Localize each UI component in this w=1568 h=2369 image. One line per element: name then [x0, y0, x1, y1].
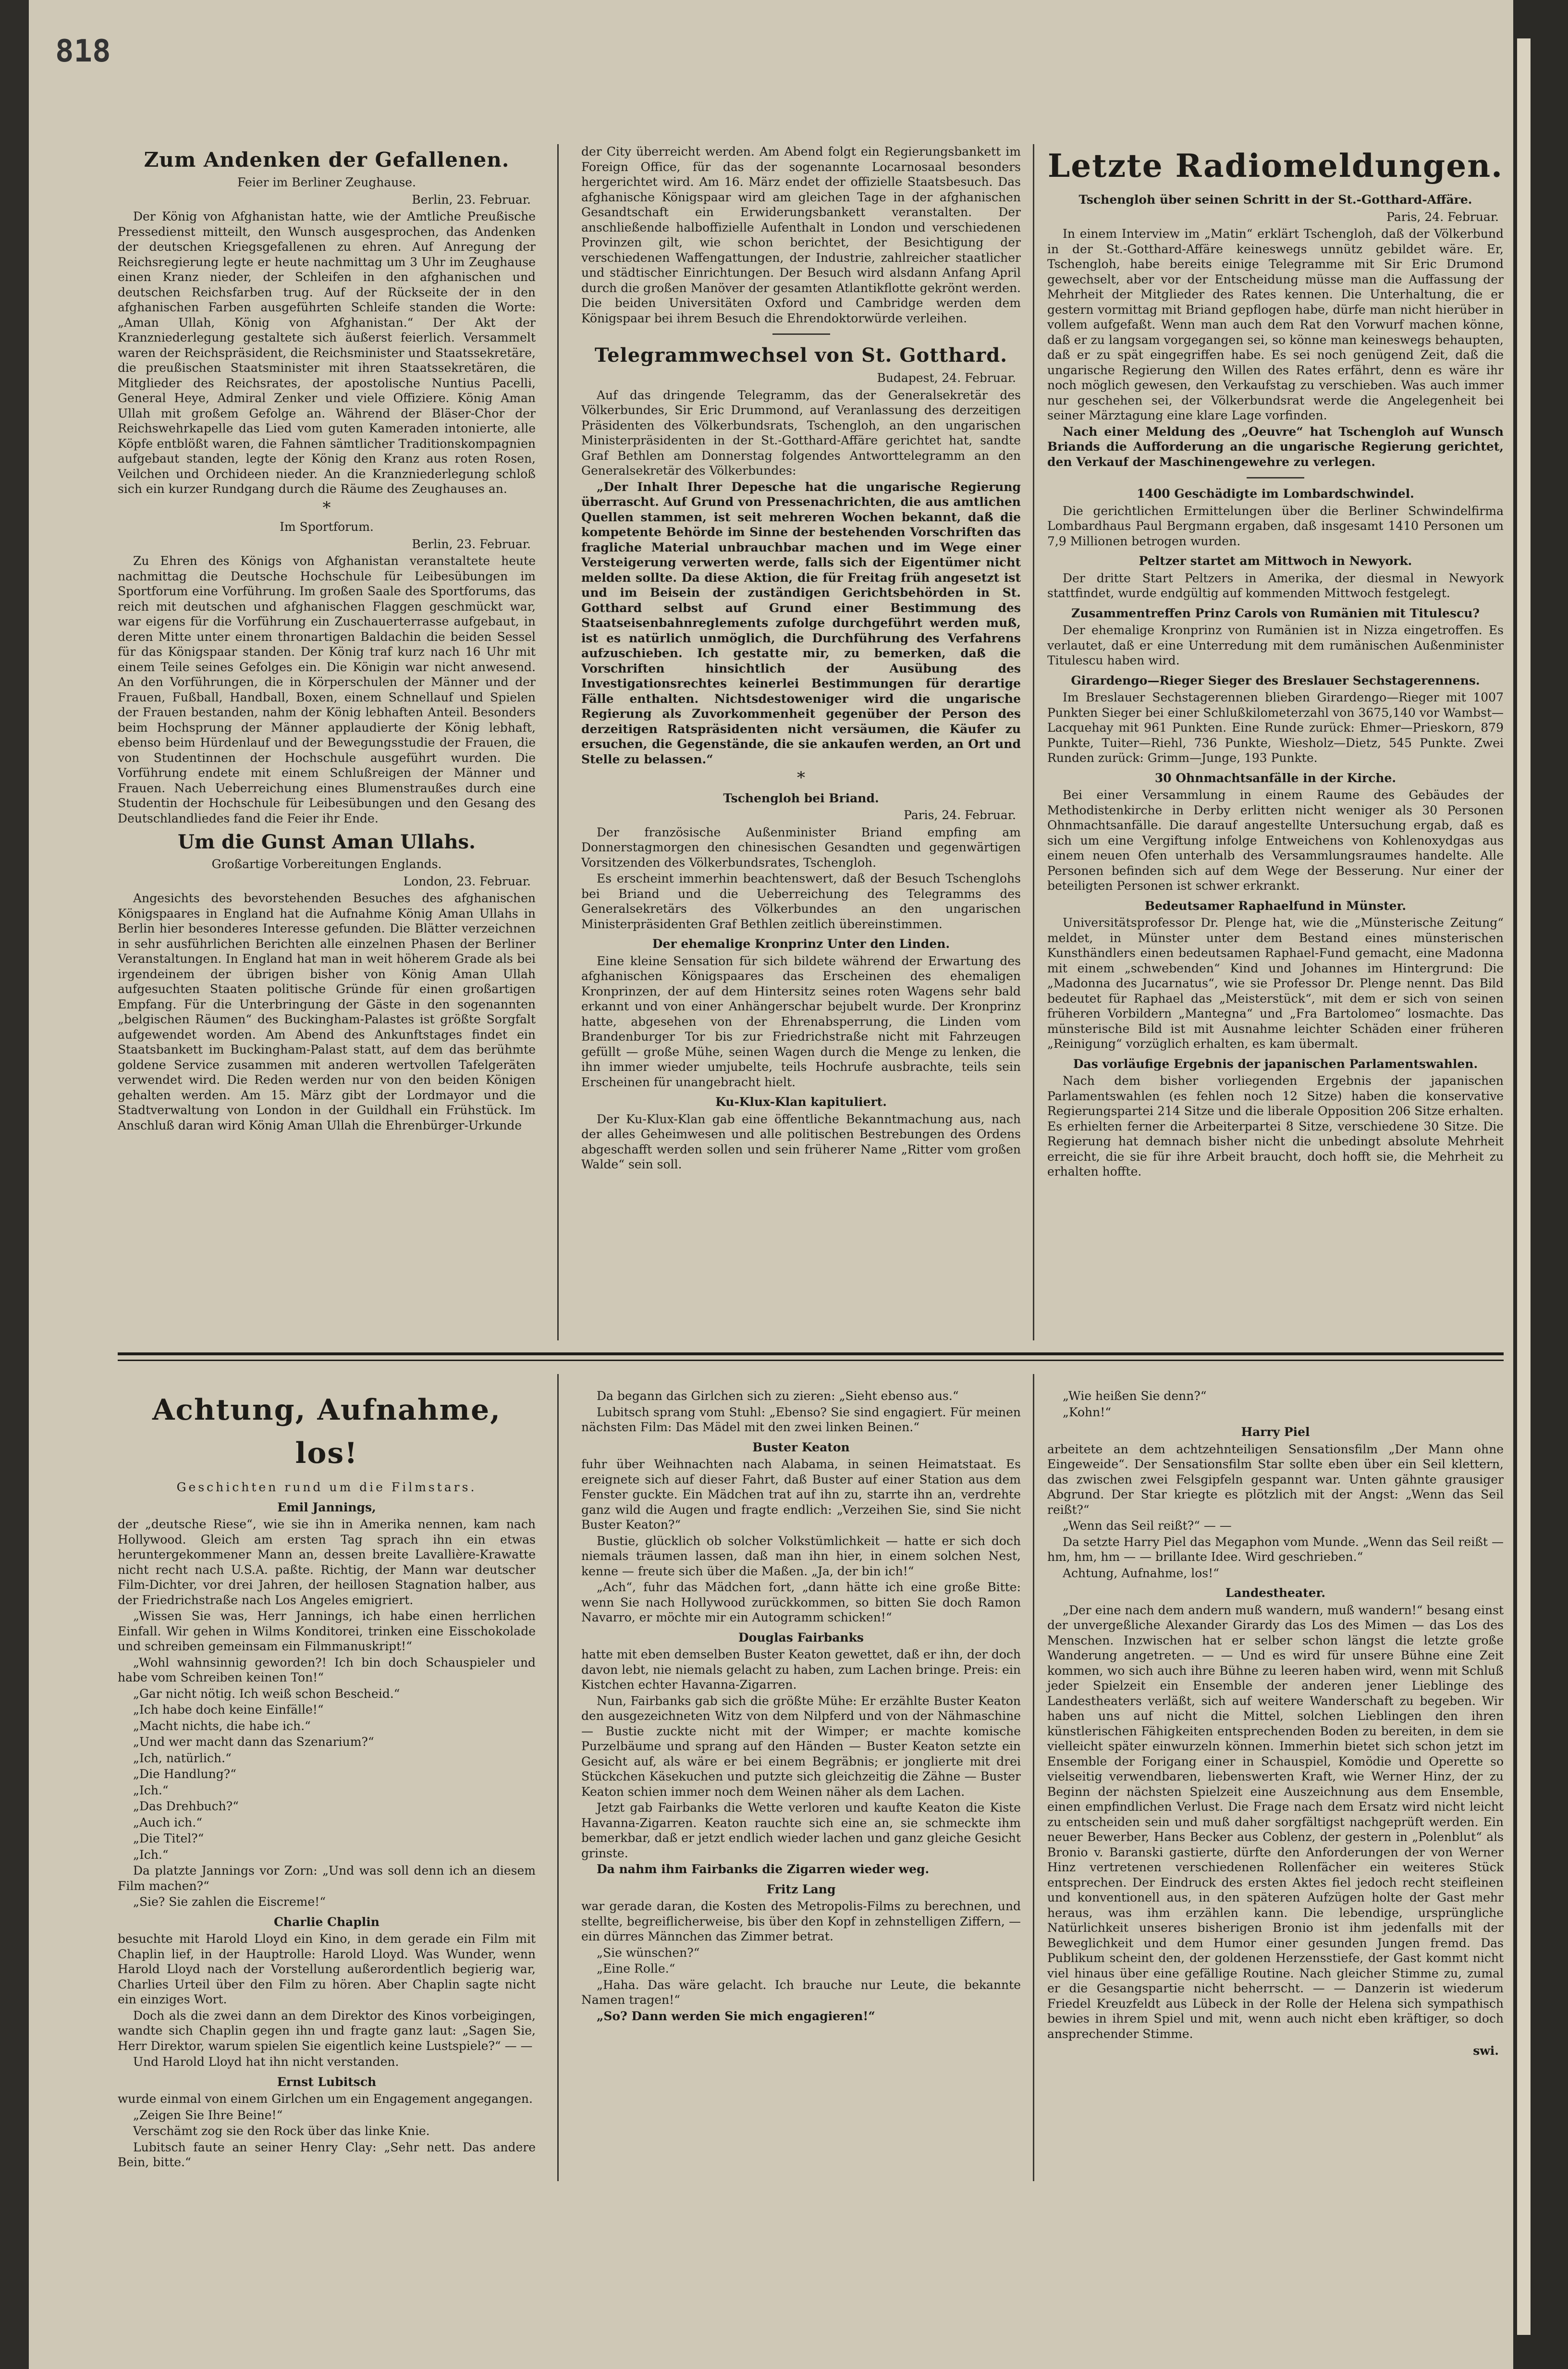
article-paragraph: Bei einer Versammlung in einem Raume des Gebäudes der Methodistenkirche in Derby erlitten nicht weniger als 30 Personen Ohnmachtsanfälle. Die darauf angestellte Untersuchung ergab, daß es sich um eine Vergiftung infolge Entweichens von Kohlenoxydgas aus einem neuen Ofen unterhalb des Versammlungsraumes handelte. Alle Personen befinden sich auf dem Wege der Besserung. Nur einer der beteiligten Personen ist schwer erkrankt.: [1047, 788, 1504, 893]
bottom-column-1: [118, 1388, 536, 2170]
left-binding-edge: [0, 0, 29, 2369]
article-paragraph: Eine kleine Sensation für sich bildete während der Erwartung des afghanischen Königspaares das Erscheinen des ehemaligen Kronprinzen, der auf dem Hintersitz seines roten Wagens sehr bald erkannt und von einer Anhängerschar bejubelt wurde. Der Kronprinz hatte, abgesehen von der Ehrenabsperrung, die Linden vom Brandenburger Tor bis zur Friedrichstraße nicht mit Fahrzeugen gefüllt — große Mühe, seinen Wagen durch die Menge zu lenken, die ihn immer wieder umjubelte, teils Hochrufe ausbrachte, teils sein Erscheinen für unangebracht hielt.: [581, 954, 1021, 1089]
column-2: [581, 144, 1021, 1172]
article-paragraph: Jetzt gab Fairbanks die Wette verloren und kaufte Keaton die Kiste Havanna-Zigarren. Keaton rauchte sich eine an, sie schmeckte ihm bemerkbar, daß er jetzt endlich wieder lachen und ganz gleiche Gesicht grinste.: [581, 1801, 1021, 1860]
dateline: Budapest, 24. Februar.: [877, 371, 1016, 385]
section-title: Letzte Radiomeldungen.: [1047, 147, 1504, 184]
article-paragraph: fuhr über Weihnachten nach Alabama, in seinen Heimatstaat. Es ereignete sich auf dieser Fahrt, daß Buster auf einer Station aus dem Fenster guckte. Ein Mädchen trat auf ihn zu, starrte ihn an, verdrehte ganz wild die Augen und fragte endlich: „Verzeihen Sie, sind Sie nicht Buster Keaton?“: [581, 1457, 1021, 1532]
article-paragraph: „Die Handlung?“: [133, 1767, 236, 1781]
article-paragraph: „Die Titel?“: [133, 1831, 204, 1845]
author-signature: swi.: [1473, 2044, 1499, 2058]
news-item-title: Ku-Klux-Klan kapituliert.: [715, 1095, 887, 1109]
separator-asterisk: *: [322, 498, 331, 517]
anecdote-title: Harry Piel: [1241, 1425, 1310, 1439]
news-item-title: Peltzer startet am Mittwoch in Newyork.: [1139, 554, 1412, 568]
article-paragraph: Da begann das Girlchen sich zu zieren: „Sieht ebenso aus.“: [597, 1389, 959, 1403]
article-subtitle: Tschengloh bei Briand.: [723, 791, 879, 805]
article-title: Telegrammwechsel von St. Gotthard.: [594, 344, 1008, 367]
anecdote-title: Ernst Lubitsch: [277, 2074, 377, 2089]
article-paragraph: Und Harold Lloyd hat ihn nicht verstanden.: [133, 2055, 399, 2069]
bottom-column-2: [581, 1388, 1021, 2024]
article-paragraph: „Sie wünschen?“: [597, 1945, 700, 1960]
article-paragraph: Der französische Außenminister Briand empfing am Donnerstagmorgen den chinesischen Gesandten und gegenwärtigen Vorsitzenden des Völkerbundsrates, Tschengloh.: [581, 825, 1021, 870]
column-rule: [1033, 144, 1034, 1340]
page-edge: [1517, 38, 1531, 2335]
article-paragraph: Der ehemalige Kronprinz von Rumänien ist in Nizza eingetroffen. Es verlautet, daß er eine Unterredung mit dem rumänischen Außenminister Titulescu haben wird.: [1047, 623, 1504, 667]
dateline: Paris, 24. Februar.: [904, 808, 1016, 822]
anecdote-title: Buster Keaton: [752, 1440, 850, 1454]
section-divider-thin: [118, 1360, 1504, 1361]
article-paragraph: arbeitete an dem achtzehnteiligen Sensationsfilm „Der Mann ohne Eingeweide“. Der Sensationsfilm Star sollte eben über ein Seil klettern, das zwischen zwei Felsgipfeln gespannt war. Unten gähnte grausiger Abgrund. Der Star kriegte es plötzlich mit der Angst: „Wenn das Seil reißt?“: [1047, 1442, 1504, 1517]
article-paragraph: „Ich.“: [133, 1847, 169, 1862]
article-paragraph: hatte mit eben demselben Buster Keaton gewettet, daß er ihn, der doch davon lebt, nie niemals gelacht zu haben, zum Lachen bringe. Preis: ein Kistchen echter Havanna-Zigarren.: [581, 1647, 1021, 1692]
column-rule: [557, 1374, 559, 2181]
article-paragraph: „Ich, natürlich.“: [133, 1751, 232, 1765]
section-divider: [118, 1352, 1504, 1355]
article-paragraph: Der dritte Start Peltzers in Amerika, der diesmal in Newyork stattfindet, wurde endgültig auf kommenden Mittwoch festgelegt.: [1047, 571, 1504, 600]
anecdote-title: Charlie Chaplin: [274, 1915, 380, 1929]
article-title: Zum Andenken der Gefallenen.: [144, 148, 510, 172]
separator-asterisk: *: [797, 768, 805, 787]
news-item-title: 1400 Geschädigte im Lombardschwindel.: [1137, 487, 1414, 501]
article-paragraph: „Eine Rolle.“: [597, 1962, 675, 1976]
article-paragraph: Doch als die zwei dann an dem Direktor des Kinos vorbeigingen, wandte sich Chaplin gegen ihn und fragte ganz laut: „Sagen Sie, Herr Direktor, warum spielen Sie eigentlich keine Lustspiele?“ — —: [118, 2008, 536, 2053]
article-paragraph: Da platzte Jannings vor Zorn: „Und was soll denn ich an diesem Film machen?“: [118, 1864, 536, 1893]
article-paragraph: „Wie heißen Sie denn?“: [1063, 1389, 1207, 1403]
news-item-title: Zusammentreffen Prinz Carols von Rumänien mit Titulescu?: [1071, 606, 1480, 620]
article-paragraph: Auf das dringende Telegramm, das der Generalsekretär des Völkerbundes, Sir Eric Drummond, auf Veranlassung des derzeitigen Präsidenten des Völkerbundsrats, Tschengloh, an den ungarischen Ministerpräsidenten in der St.-Gotthard-Affäre gerichtet hat, sandte Graf Bethlen am Donnerstag folgendes Antworttelegramm an den Generalsekretär des Völkerbundes:: [581, 388, 1021, 478]
feature-subtitle: Geschichten rund um die Filmstars.: [176, 1480, 477, 1494]
article-paragraph-bold: Nach einer Meldung des „Oeuvre“ hat Tschengloh auf Wunsch Briands die Aufforderung an die ungarische Regierung gerichtet, den Verkauf der Maschinengewehre zu verlegen.: [1047, 424, 1504, 469]
article-paragraph: war gerade daran, die Kosten des Metropolis-Films zu berechnen, und stellte, begreiflicherweise, bis über den Kopf in zehnstelligen Ziffern, — ein dürres Männchen das Zimmer betrat.: [581, 1899, 1021, 1943]
article-paragraph: Es erscheint immerhin beachtenswert, daß der Besuch Tschenglohs bei Briand und die Ueberreichung des Telegramms des Generalsekretärs des Völkerbundes an den ungarischen Ministerpräsidenten Graf Bethlen zeitlich übereinstimmen.: [581, 871, 1021, 931]
article-paragraph-bold: „So? Dann werden Sie mich engagieren!“: [597, 2009, 875, 2023]
news-item-title: Bedeutsamer Raphaelfund in Münster.: [1144, 898, 1407, 913]
feature-title: Achtung, Aufnahme, los!: [152, 1393, 502, 1470]
news-item-title: Tschengloh über seinen Schritt in der St.-Gotthard-Affäre.: [1078, 193, 1472, 207]
article-paragraph: „Wissen Sie was, Herr Jannings, ich habe einen herrlichen Einfall. Wir gehen in Wilms Konditorei, trinken eine Eisschokolade und schreiben gemeinsam ein Filmmanuskript!“: [118, 1609, 536, 1653]
article-paragraph: Lubitsch faute an seiner Henry Clay: „Sehr nett. Das andere Bein, bitte.“: [118, 2140, 536, 2169]
article-paragraph: Achtung, Aufnahme, los!“: [1063, 1566, 1219, 1580]
article-paragraph: der „deutsche Riese“, wie sie ihn in Amerika nennen, kam nach Hollywood. Gleich am ersten Tag sprach ihn ein etwas heruntergekommener Mann an, dessen breite Lavallière-Krawatte nicht recht nach U.S.A. paßte. Richtig, der Mann war deutscher Film-Dichter, vor drei Jahren, der heillosen Stagnation halber, aus der Friedrichstraße nach Los Angeles emigriert.: [118, 1517, 536, 1607]
bottom-column-3: [1047, 1388, 1504, 2059]
article-paragraph: Angesichts des bevorstehenden Besuches des afghanischen Königspaares in England hat die Aufnahme König Aman Ullahs in Berlin hier besonderes Interesse gefunden. Die Blätter verzeichnen in sehr ausführlichen Berichten alle einzelnen Phasen der Berliner Veranstaltungen. In England hat man in weit höherem Grade als bei irgendeinem der übrigen bisher von König Aman Ullah aufgesuchten Staaten politische Gründe für einen großartigen Empfang. Für die Unterbringung der Gäste in den sogenannten „belgischen Räumen“ des Buckingham-Palastes ist größte Sorgfalt aufgewendet worden. Am Abend des Ankunftstages findet ein Staatsbankett im Buckingham-Palast statt, auf dem das berühmte goldene Service zusammen mit anderen wertvollen Tafelgeräten verwendet wird. Die Reden werden nur von den beiden Königen gehalten werden. Am 15. März gibt der Lordmayor und die Stadtverwaltung von London in der Guildhall ein Frühstück. Im Anschluß daran wird König Aman Ullah die Ehrenbürger-Urkunde: [118, 891, 536, 1132]
dateline: Berlin, 23. Februar.: [412, 537, 531, 551]
short-divider: [1247, 477, 1304, 479]
anecdote-title: Douglas Fairbanks: [738, 1630, 864, 1645]
article-paragraph: Im Breslauer Sechstagerennen blieben Girardengo—Rieger mit 1007 Punkten Sieger bei einer Schlußkilometerzahl von 3675,140 vor Wambst—Lacquehay mit 961 Punkten. Eine Runde zurück: Ehmer—Prieskorn, 879 Punkte, Tuiter—Riehl, 736 Punkte, Wiesholz—Dietz, 545 Punkte. Zwei Runden zurück: Grimm—Junge, 193 Punkte.: [1047, 690, 1504, 765]
dateline: London, 23. Februar.: [403, 874, 531, 888]
page-number: 818: [55, 34, 111, 69]
column-3: [1047, 144, 1504, 1179]
article-paragraph: „Ich.“: [133, 1783, 169, 1797]
column-rule: [1033, 1374, 1034, 2181]
anecdote-title: Emil Jannings,: [277, 1500, 376, 1514]
article-paragraph: „Ach“, fuhr das Mädchen fort, „dann hätte ich eine große Bitte: wenn Sie nach Hollywood zurückkommen, so bitten Sie doch Ramon Navarro, er möchte mir ein Autogramm schicken!“: [581, 1580, 1021, 1624]
article-paragraph: „Zeigen Sie Ihre Beine!“: [133, 2108, 283, 2122]
article-paragraph: „Und wer macht dann das Szenarium?“: [133, 1735, 374, 1749]
column-1: [118, 144, 536, 1133]
article-paragraph: „Auch ich.“: [133, 1815, 202, 1829]
article-paragraph: Universitätsprofessor Dr. Plenge hat, wie die „Münsterische Zeitung“ meldet, in Münster unter dem Bestand eines münsterischen Kunsthändlers einen bedeutsamen Raphael-Fund gemacht, eine Madonna mit einem „schwebenden“ Kind und Johannes im Hintergrund: Die „Madonna des Jucarnatus“, wie sie Professor Dr. Plenge nennt. Das Bild bedeutet für Raphael das „Meisterstück“, mit dem er sich von seinen früheren Vorbildern „Mantegna“ und „Fra Bartolomeo“ losmachte. Das münsterische Bild ist mit Ausnahme leichter Schäden einer früheren „Reinigung“ vorzüglich erhalten, es kam übermalt.: [1047, 916, 1504, 1051]
review-title: Landestheater.: [1225, 1586, 1326, 1600]
article-paragraph-bold: Da nahm ihm Fairbanks die Zigarren wieder weg.: [597, 1862, 930, 1876]
right-scan-border: [1513, 0, 1568, 2369]
article-paragraph: Die gerichtlichen Ermittelungen über die Berliner Schwindelfirma Lombardhaus Paul Bergmann ergaben, daß insgesamt 1410 Personen um 7,9 Millionen betrogen wurden.: [1047, 503, 1504, 548]
article-paragraph: Der König von Afghanistan hatte, wie der Amtliche Preußische Pressedienst mitteilt, den Wunsch ausgesprochen, das Andenken der deutschen Kriegsgefallenen zu ehren. Auf Anregung der Reichsregierung legte er heute nachmittag um 3 Uhr im Zeughause einen Kranz nieder, der Schleifen in den afghanischen und deutschen Reichsfarben trug. Auf der Rückseite der in den afghanischen Farben ausgeführten Schleife standen die Worte: „Aman Ullah, König von Afghanistan.“ Der Akt der Kranzniederlegung gestaltete sich äußerst feierlich. Versammelt waren der Reichspräsident, die Reichsminister und Staatssekretäre, die preußischen Staatsminister mit ihren Staatssekretären, die Mitglieder des Reichsrates, der apostolische Nuntius Pacelli, General Heye, Admiral Zenker und viele Offiziere. König Aman Ullah mit großem Gefolge an. Während der Bläser-Chor der Reichswehrkapelle das Lied vom guten Kameraden intonierte, alle Köpfe entblößt waren, die Fahnen sämtlicher Traditionskompagnien aufgebaut standen, legte der König den Kranz aus roten Rosen, Veilchen und Orchideen nieder. An die Kranzniederlegung schloß sich ein kurzer Rundgang durch die Räume des Zeughauses an.: [118, 209, 536, 496]
article-paragraph: „Haha. Das wäre gelacht. Ich brauche nur Leute, die bekannte Namen tragen!“: [581, 1977, 1021, 2007]
article-paragraph: Lubitsch sprang vom Stuhl: „Ebenso? Sie sind engagiert. Für meinen nächsten Film: Das Mädel mit den zwei linken Beinen.“: [581, 1405, 1021, 1434]
article-paragraph: „Das Drehbuch?“: [133, 1799, 239, 1813]
article-paragraph: der City überreicht werden. Am Abend folgt ein Regierungsbankett im Foreign Office, für das der sogenannte Locarnosaal besonders hergerichtet wird. Am 16. März endet der offizielle Staatsbesuch. Das afghanische Königspaar wird am gleichen Tage in der afghanischen Gesandtschaft ein Erwiderungsbankett veranstalten. Der anschließende halboffizielle Aufenthalt in London und verschiedenen Provinzen gilt, wie schon berichtet, der Besichtigung der verschiedenen Waffengattungen, der Industrie, zahlreicher staatlicher und städtischer Einrichtungen. Der Besuch wird alsdann Anfang April durch die großen Manöver der gesamten Atlantikflotte gekrönt werden. Die beiden Universitäten Oxford und Cambridge werden dem Königspaar bei ihrem Besuch die Ehrendoktorwürde verleihen.: [581, 145, 1021, 325]
dateline: Berlin, 23. Februar.: [412, 192, 531, 207]
article-paragraph-bold: „Der Inhalt Ihrer Depesche hat die ungarische Regierung überrascht. Auf Grund von Pressenachrichten, die aus amtlichen Quellen stammen, ist seit mehreren Wochen bekannt, daß die kompetente Behörde im Sinne der bestehenden Vorschriften das fragliche Material unbrauchbar machen und im Wege einer Versteigerung verwerten werde, falls sich der Eigentümer nicht melden sollte. Da diese Aktion, die für Freitag früh angesetzt ist und im Beisein der zuständigen Gerichtsbehörden in St. Gotthard selbst auf Grund einer Bestimmung des Staatseisenbahnreglements zufolge durchgeführt werden muß, ist es natürlich unmöglich, die Durchführung des Verfahrens aufzuschieben. Ich gestatte mir, zu bemerken, daß die Vorschriften hinsichtlich der Ausübung des Investigationsrechtes keinerlei Bestimmungen für derartige Fälle enthalten. Nichtsdestoweniger wird die ungarische Regierung als Zuvorkommenheit gegenüber der Person des derzeitigen Ratspräsidenten nicht versäumen, die Käufer zu ersuchen, die Gegenstände, die sie ankaufen werden, an Ort und Stelle zu belassen.“: [581, 479, 1021, 766]
article-paragraph: Zu Ehren des Königs von Afghanistan veranstaltete heute nachmittag die Deutsche Hochschule für Leibesübungen im Sportforum eine Vorführung. Im großen Saale des Sportforums, das reich mit deutschen und afghanischen Flaggen geschmückt war, war eigens für die Vorführung ein Zuschauerterrasse aufgebaut, in deren Mitte unter einem thronartigen Baldachin die beiden Sessel für das Königspaar standen. Der König traf kurz nach 16 Uhr mit einem Teile seines Gefolges ein. Die Königin war nicht anwesend. An den Vorführungen, die in Körperschulen der Männer und der Frauen, Fußball, Handball, Boxen, einem Schnellauf und Spielen der Frauen bestanden, nahm der König lebhaften Anteil. Besonders beim Hochsprung der Männer applaudierte der König lebhaft, ebenso beim Hürdenlauf und der Bewegungsstudie der Frauen, die von Studentinnen der Hochschule ausgeführt wurden. Die Vorführung endete mit einem Schlußreigen der Männer und Frauen. Nach Ueberreichung eines Blumenstraußes durch eine Studentin der Hochschule für Leibesübungen und den Gesang des Deutschlandliedes fand die Feier ihr Ende.: [118, 554, 536, 825]
article-paragraph: „Der eine nach dem andern muß wandern, muß wandern!“ besang einst der unvergeßliche Alexander Girardy das Los des Mimen — das Los des Menschen. Inzwischen hat er selber schon längst die letzte große Wanderung angetreten. — — Und es wird für unsere Bühne eine Zeit kommen, wo sich auch ihre Bühne zu leeren haben wird, wenn mit Schluß jeder Spielzeit ein Ensemble der anderen jener Lieblinge des Landestheaters verläßt, sich auf weitere Wanderschaft zu begeben. Wir haben uns auf nicht die Mittel, solchen Lieblingen den ihren künstlerischen Fähigkeiten entsprechenden Boden zu bereiten, in dem sie vielleicht später einwurzeln können. Immerhin bietet sich schon jetzt im Ensemble der Forigang einer in Schauspiel, Komödie und Operette so vielseitig verwendbaren, liebenswerten Kraft, wie Werner Hinz, der zu Beginn der nächsten Spielzeit eine Auszeichnung aus dem Ensemble, einen empfindlichen Verlust. Die Frage nach dem Ersatz wird nicht leicht zu entscheiden sein und muß daher sorgfältigst nachgeprüft werden. Ein neuer Bewerber, Hans Becker aus Coblenz, der gestern in „Polenblut“ als Bronio v. Baranski gastierte, dürfte den Anforderungen der von Werner Hinz vertretenen verschiedenen Rollenfächer ein weiteres Stück entsprechen. Der Eindruck des ersten Aktes fiel jedoch recht steifleinen und konventionell aus, in den späteren Aufzügen holte der Gast mehr heraus, was ihm erzählen kann. Die lebendige, ursprüngliche Natürlichkeit unseres bisherigen Bronio ist ihm jedenfalls mit der Beweglichkeit und dem Humor einer gesunden Jungen fremd. Das Publikum scheint den, der goldenen Herzensstiefe, der Gast kommt nicht viel hinaus über eine gefällige Routine. Nach gleicher Stimme zu, zumal er die Gesangspartie nicht beherrscht. — — Danzerin ist wiederum Friedel Kreuzfeldt aus Lübeck in der Rolle der Helena sich sympathisch bewies in ihrem Spiel und mit, wenn auch nicht eben kräftiger, so doch ansprechender Stimme.: [1047, 1603, 1504, 2041]
article-paragraph: „Wenn das Seil reißt?“ — —: [1063, 1519, 1232, 1533]
article-paragraph: wurde einmal von einem Girlchen um ein Engagement angegangen.: [118, 2092, 533, 2106]
article-paragraph: „Kohn!“: [1063, 1405, 1112, 1419]
dateline: Paris, 24. Februar.: [1386, 209, 1499, 224]
article-subtitle: Großartige Vorbereitungen Englands.: [211, 857, 442, 871]
anecdote-title: Fritz Lang: [766, 1882, 836, 1896]
article-subtitle: Feier im Berliner Zeughause.: [237, 175, 416, 189]
article-paragraph: „Sie? Sie zahlen die Eiscreme!“: [133, 1895, 326, 1909]
column-rule: [557, 144, 559, 1340]
article-paragraph: In einem Interview im „Matin“ erklärt Tschengloh, daß der Völkerbund in der St.-Gotthard-Affäre keineswegs unnütz gebildet wäre. Er, Tschengloh, habe bereits einige Telegramme mit Sir Eric Drumond gewechselt, aber vor der Entscheidung müsse man die Auffassung der Mehrheit der Mitglieder des Rates kennen. Die Unterhaltung, die er gestern vormittag mit Briand gepflogen habe, dürfe man nicht hierüber in vollem aufgefaßt. Wenn man auch dem Rat den Vorwurf machen könne, daß er zu langsam vorgegangen sei, so könne man keineswegs behaupten, daß er zu spät eingegriffen habe. Es sei noch genügend Zeit, daß die ungarische Regierung den Willen des Rates erfährt, denn es wäre ihr noch möglich gewesen, den Verkaufstag zu verschieben. Was auch immer nur geschehen sei, der Völkerbundsrat werde die Angelegenheit bei seiner Märztagung eine klare Lage vorfinden.: [1047, 227, 1504, 422]
article-subtitle: Im Sportforum.: [280, 520, 374, 534]
news-item-title: Das vorläufige Ergebnis der japanischen Parlamentswahlen.: [1073, 1056, 1478, 1071]
article-paragraph: Bustie, glücklich ob solcher Volkstümlichkeit — hatte er sich doch niemals träumen lassen, daß man ihn hier, in einem solchen Nest, kenne — freute sich über die Maßen. „Ja, der bin ich!“: [581, 1534, 1021, 1578]
article-paragraph: besuchte mit Harold Lloyd ein Kino, in dem gerade ein Film mit Chaplin lief, in der Hauptrolle: Harold Lloyd. Was Wunder, wenn Harold Lloyd nach der Vorstellung außerordentlich begierig war, Charlies Urteil über den Film zu hören. Aber Chaplin sagte nicht ein einziges Wort.: [118, 1932, 536, 2006]
article-paragraph: Da setzte Harry Piel das Megaphon vom Munde. „Wenn das Seil reißt — hm, hm, hm — — brillante Idee. Wird geschrieben.“: [1047, 1534, 1504, 1564]
article-paragraph: „Macht nichts, die habe ich.“: [133, 1718, 311, 1733]
article-title: Um die Gunst Aman Ullahs.: [178, 831, 476, 853]
article-paragraph: Nun, Fairbanks gab sich die größte Mühe: Er erzählte Buster Keaton den ausgezeichneten Witz von dem Nilpferd und von der Nähmaschine — Bustie zuckte nicht mit der Wimper; er machte komische Purzelbäume und sprang auf den Händen — Buster Keaton setzte ein Gesicht auf, als wäre er bei einem Begräbnis; er jonglierte mit drei Stückchen Käsekuchen und putzte sich gleichzeitig die Zähne — Buster Keaton schien immer noch dem Weinen näher als dem Lachen.: [581, 1694, 1021, 1799]
short-divider: [772, 333, 830, 335]
article-paragraph: „Wohl wahnsinnig geworden?! Ich bin doch Schauspieler und habe vom Schreiben keinen Ton!“: [118, 1655, 536, 1684]
article-paragraph: Der Ku-Klux-Klan gab eine öffentliche Bekanntmachung aus, nach der alles Geheimwesen und alle politischen Bestrebungen des Ordens abgeschafft werden sollen und sein früherer Name „Ritter vom großen Walde“ sein soll.: [581, 1112, 1021, 1171]
article-paragraph: Nach dem bisher vorliegenden Ergebnis der japanischen Parlamentswahlen (es fehlen noch 12 Sitze) haben die konservative Regierungspartei 214 Sitze und die liberale Opposition 206 Sitze erhalten. Es erhielten ferner die Arbeiterpartei 8 Sitze, verschiedene 30 Sitze. Die Regierung hat demnach bisher nicht die unbedingt absolute Mehrheit erreicht, die sie für ihre Arbeit braucht, doch hofft sie, die Mehrheit zu erhalten hoffte.: [1047, 1074, 1504, 1178]
article-paragraph: „Gar nicht nötig. Ich weiß schon Bescheid.“: [133, 1686, 400, 1701]
news-item-title: Der ehemalige Kronprinz Unter den Linden.: [652, 937, 950, 951]
article-paragraph: „Ich habe doch keine Einfälle!“: [133, 1703, 324, 1717]
article-paragraph: Verschämt zog sie den Rock über das linke Knie.: [133, 2124, 430, 2138]
news-item-title: Girardengo—Rieger Sieger des Breslauer Sechstagerennens.: [1071, 673, 1480, 687]
news-item-title: 30 Ohnmachtsanfälle in der Kirche.: [1154, 771, 1396, 785]
